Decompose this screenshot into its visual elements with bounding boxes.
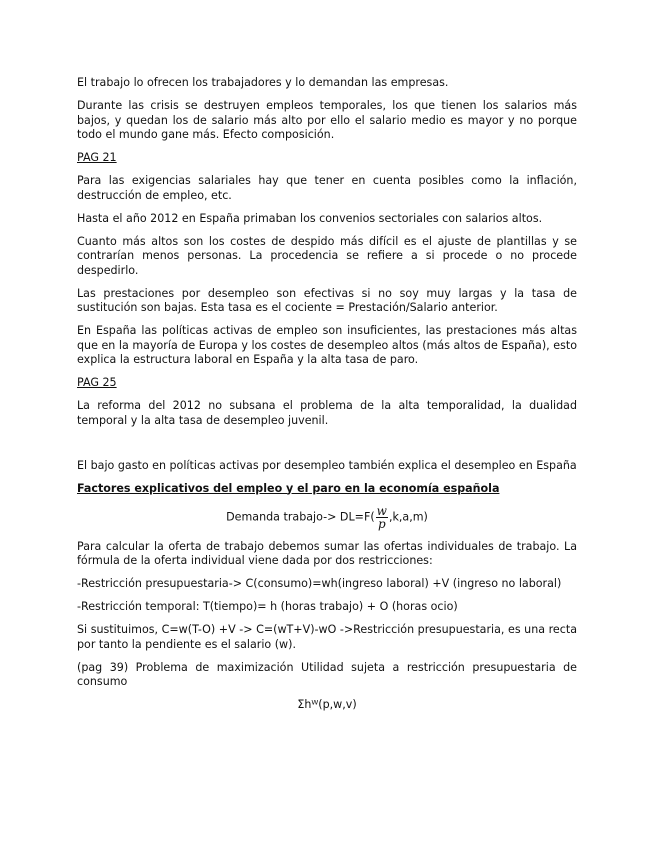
- paragraph: El trabajo lo ofrecen los trabajadores y lo demandan las empresas.: [77, 76, 449, 89]
- formula-prefix: Demanda trabajo-> DL=F(: [226, 510, 375, 523]
- paragraph: -Restricción presupuestaria-> C(consumo)=wh(ingreso laboral) +V (ingreso no laboral): [77, 577, 562, 590]
- fraction-numerator: w: [376, 503, 387, 518]
- paragraph: Durante las crisis se destruyen empleos temporales, los que tienen los salarios más bajos, y quedan los de salario más alto por ello el salario medio es mayor y no porque todo el mundo gane más. Efecto composición.: [77, 99, 577, 141]
- section-title: Factores explicativos del empleo y el paro en la economía española: [77, 481, 500, 495]
- paragraph: Las prestaciones por desempleo son efectivas si no soy muy largas y la tasa de sustitución son bajas. Esta tasa es el cociente = Prestación/Salario anterior.: [77, 286, 577, 314]
- blank-line: [77, 437, 577, 459]
- paragraph: Si sustituimos, C=w(T-O) +V -> C=(wT+V)-wO ->Restricción presupuestaria, es una recta por tanto la pendiente es el salario (w).: [77, 623, 577, 651]
- formula-suffix: ,k,a,m): [388, 510, 428, 523]
- paragraph: Para calcular la oferta de trabajo debemos sumar las ofertas individuales de trabajo. La fórmula de la oferta individual viene dada por dos restricciones:: [77, 539, 577, 567]
- paragraph: Hasta el año 2012 en España primaban los convenios sectoriales con salarios altos.: [77, 211, 543, 225]
- demand-formula: [77, 505, 577, 530]
- page-reference: PAG 25: [77, 376, 117, 389]
- fraction-w-over-p: [376, 505, 388, 530]
- page-reference: PAG 21: [77, 151, 117, 164]
- paragraph: El bajo gasto en políticas activas por desempleo también explica el desempleo en España: [77, 458, 577, 472]
- paragraph: La reforma del 2012 no subsana el problema de la alta temporalidad, la dualidad temporal y la alta tasa de desempleo juvenil.: [77, 399, 577, 427]
- paragraph: -Restricción temporal: T(tiempo)= h (horas trabajo) + O (horas ocio): [77, 600, 458, 613]
- paragraph: (pag 39) Problema de maximización Utilidad sujeta a restricción presupuestaria de consumo: [77, 660, 577, 688]
- fraction-denominator: p: [377, 516, 386, 531]
- document-body: [77, 76, 577, 721]
- paragraph: En España las políticas activas de empleo son insuficientes, las prestaciones más altas que en la mayoría de Europa y los costes de desempleo altos (más altos de España), esto explica la estructura laboral en España y la alta tasa de paro.: [77, 324, 577, 366]
- paragraph: Cuanto más altos son los costes de despido más difícil es el ajuste de plantillas y se contrarían menos personas. La procedencia se refiere a si procede o no procede despedirlo.: [77, 234, 577, 277]
- sum-formula: Σhᵂ(p,w,v): [297, 698, 357, 711]
- paragraph: Para las exigencias salariales hay que tener en cuenta posibles como la inflación, destrucción de empleo, etc.: [77, 174, 577, 202]
